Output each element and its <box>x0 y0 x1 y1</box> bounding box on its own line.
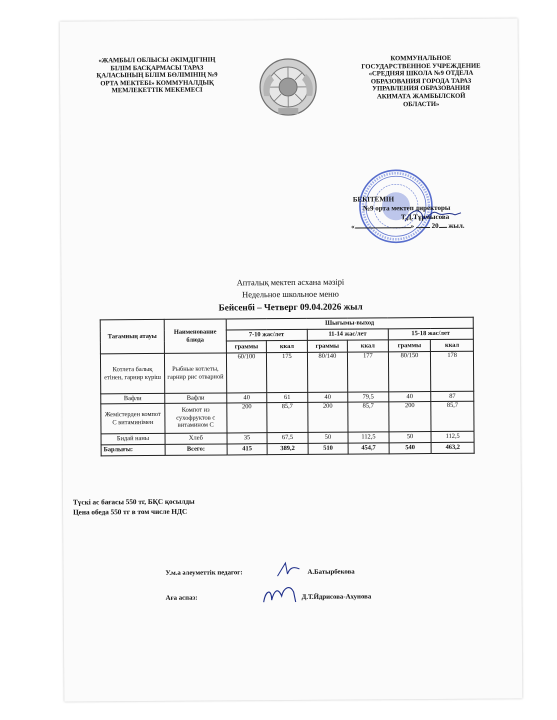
age-group-header: 11-14 жас/лет <box>307 329 388 341</box>
column-header-output: Шығымы-выход <box>226 317 473 330</box>
approval-title: БЕКІТЕМІН <box>352 195 395 204</box>
approval-position: №9 орта мектеп директоры <box>362 203 451 213</box>
cell-value: 80/150 <box>388 352 431 392</box>
header-right <box>346 55 496 109</box>
header-right-line: «СРЕДНЯЯ ШКОЛА №9 ОТДЕЛА <box>368 69 474 78</box>
unit-header: граммы <box>226 341 267 353</box>
dish-name-kz: Бидай наны <box>101 433 165 444</box>
cell-value: 79,5 <box>348 392 389 402</box>
header-left <box>82 56 232 95</box>
dish-name-kz: Котлета балық етінен, гарнир күріш <box>100 353 164 393</box>
dish-name-ru: Вафли <box>165 393 227 403</box>
header-left-line: ҚАЛАСЫНЫҢ БІЛІМ БӨЛІМІНІҢ №9 <box>96 71 218 80</box>
pedagog-signature <box>273 560 303 580</box>
pedagog-label: У.м.а әлеуметтік педагог: <box>165 569 243 577</box>
header-right-line: АКИМАТА ЖАМБЫЛСКОЙ <box>376 92 466 101</box>
header-right-line: КОММУНАЛЬНОЕ <box>390 54 452 63</box>
unit-header: ккал <box>267 340 308 352</box>
unit-header: ккал <box>348 340 389 352</box>
total-label-ru: Всего: <box>165 444 227 455</box>
cell-value: 175 <box>267 352 308 392</box>
header-right-line: УПРАВЛЕНИЯ ОБРАЗОВАНИЯ <box>372 85 470 93</box>
total-label-kz: Барлығы: <box>101 444 165 455</box>
price-note-kz: Түскі ас бағасы 550 тг, БҚС қосылды <box>72 497 195 507</box>
price-note-ru: Цена обеда 550 тг в том числе НДС <box>73 507 188 517</box>
header-left-line: «ЖАМБЫЛ ОБЛЫСЫ ӘКІМДІГІНІҢ <box>98 56 216 65</box>
cell-value: 200 <box>307 402 348 432</box>
cell-value: 112,5 <box>348 432 389 443</box>
approval-date-line: « » 20 жыл. <box>351 221 465 231</box>
header-left-line: БІЛІМ БАСҚАРМАСЫ ТАРАЗ <box>110 64 204 72</box>
cell-value: 50 <box>308 432 349 443</box>
cell-value: 200 <box>227 403 268 433</box>
cook-name: Д.Т.Йдрисова-Ахунова <box>301 593 372 601</box>
cell-value: 67,5 <box>267 432 308 443</box>
dish-name-kz: Вафли <box>101 393 165 403</box>
unit-header: граммы <box>307 340 348 352</box>
cell-value: 40 <box>307 392 348 402</box>
column-header-kz: Тағамның атауы <box>100 319 164 353</box>
director-signature <box>403 205 463 227</box>
approval-director-name: Т.Д.Тұрмысова <box>400 212 450 222</box>
cell-value: 40 <box>388 392 431 402</box>
column-header-ru: Наименование блюда <box>164 319 226 353</box>
cell-value: 87 <box>431 391 474 401</box>
menu-date-text: Бейсенбі – Четверг 09.04.2026 жыл <box>218 301 363 313</box>
header-left-line: МЕМЛЕКЕТТІК МЕКЕМЕСІ <box>111 86 203 95</box>
total-value: 510 <box>308 443 349 454</box>
cell-value: 85,7 <box>267 402 308 432</box>
total-value: 463,2 <box>431 442 474 453</box>
dish-name-ru: Рыбные котлеты, гарнир рис отварной <box>164 353 226 393</box>
total-value: 540 <box>389 443 432 454</box>
age-group-header: 7-10 жас/лет <box>226 329 307 341</box>
state-emblem-icon <box>258 56 318 118</box>
total-value: 454,7 <box>348 443 389 454</box>
header-right-line: ОБРАЗОВАНИЯ ГОРОДА ТАРАЗ <box>370 77 472 86</box>
age-group-header: 15-18 жас/лет <box>388 328 473 340</box>
menu-title-kz: Апталық мектеп асхана мәзірі <box>236 277 345 288</box>
cell-value: 40 <box>226 393 267 403</box>
dish-name-ru: Хлеб <box>165 433 227 444</box>
pedagog-name: А.Батырбекова <box>307 568 355 576</box>
header-left-line: ОРТА МЕКТЕБІ» КОММУНАЛДЫҚ <box>100 79 214 88</box>
table-total-row <box>101 442 474 456</box>
table-row <box>100 351 473 394</box>
dish-name-ru: Компот из сухофруктов с витамином С <box>165 403 227 433</box>
dish-name-kz: Жемістерден компот С витаминімен <box>101 403 165 433</box>
cell-value: 85,7 <box>348 402 389 432</box>
cell-value: 200 <box>388 402 431 432</box>
cell-value: 60/100 <box>226 353 267 393</box>
menu-table <box>100 317 475 457</box>
cook-label: Аға аспаз: <box>165 594 198 602</box>
cell-value: 178 <box>431 351 474 391</box>
cell-value: 112,5 <box>431 431 474 442</box>
cell-value: 80/140 <box>307 352 348 392</box>
total-value: 389,2 <box>267 443 308 454</box>
cell-value: 61 <box>267 392 308 402</box>
cell-value: 177 <box>348 352 389 392</box>
menu-date <box>62 300 520 313</box>
header-right-line: ГОСУДАРСТВЕННОЕ УЧРЕЖДЕНИЕ <box>361 62 481 71</box>
unit-header: ккал <box>431 339 474 351</box>
header-right-line: ОБЛАСТИ» <box>403 100 440 108</box>
table-row <box>101 401 474 434</box>
menu-title-ru: Недельное школьное меню <box>242 289 339 300</box>
total-value: 415 <box>227 444 268 455</box>
cook-signature <box>260 582 300 608</box>
document-page <box>60 18 523 701</box>
cell-value: 35 <box>227 433 268 444</box>
cell-value: 50 <box>389 432 432 443</box>
unit-header: граммы <box>388 340 431 352</box>
cell-value: 85,7 <box>431 401 474 431</box>
